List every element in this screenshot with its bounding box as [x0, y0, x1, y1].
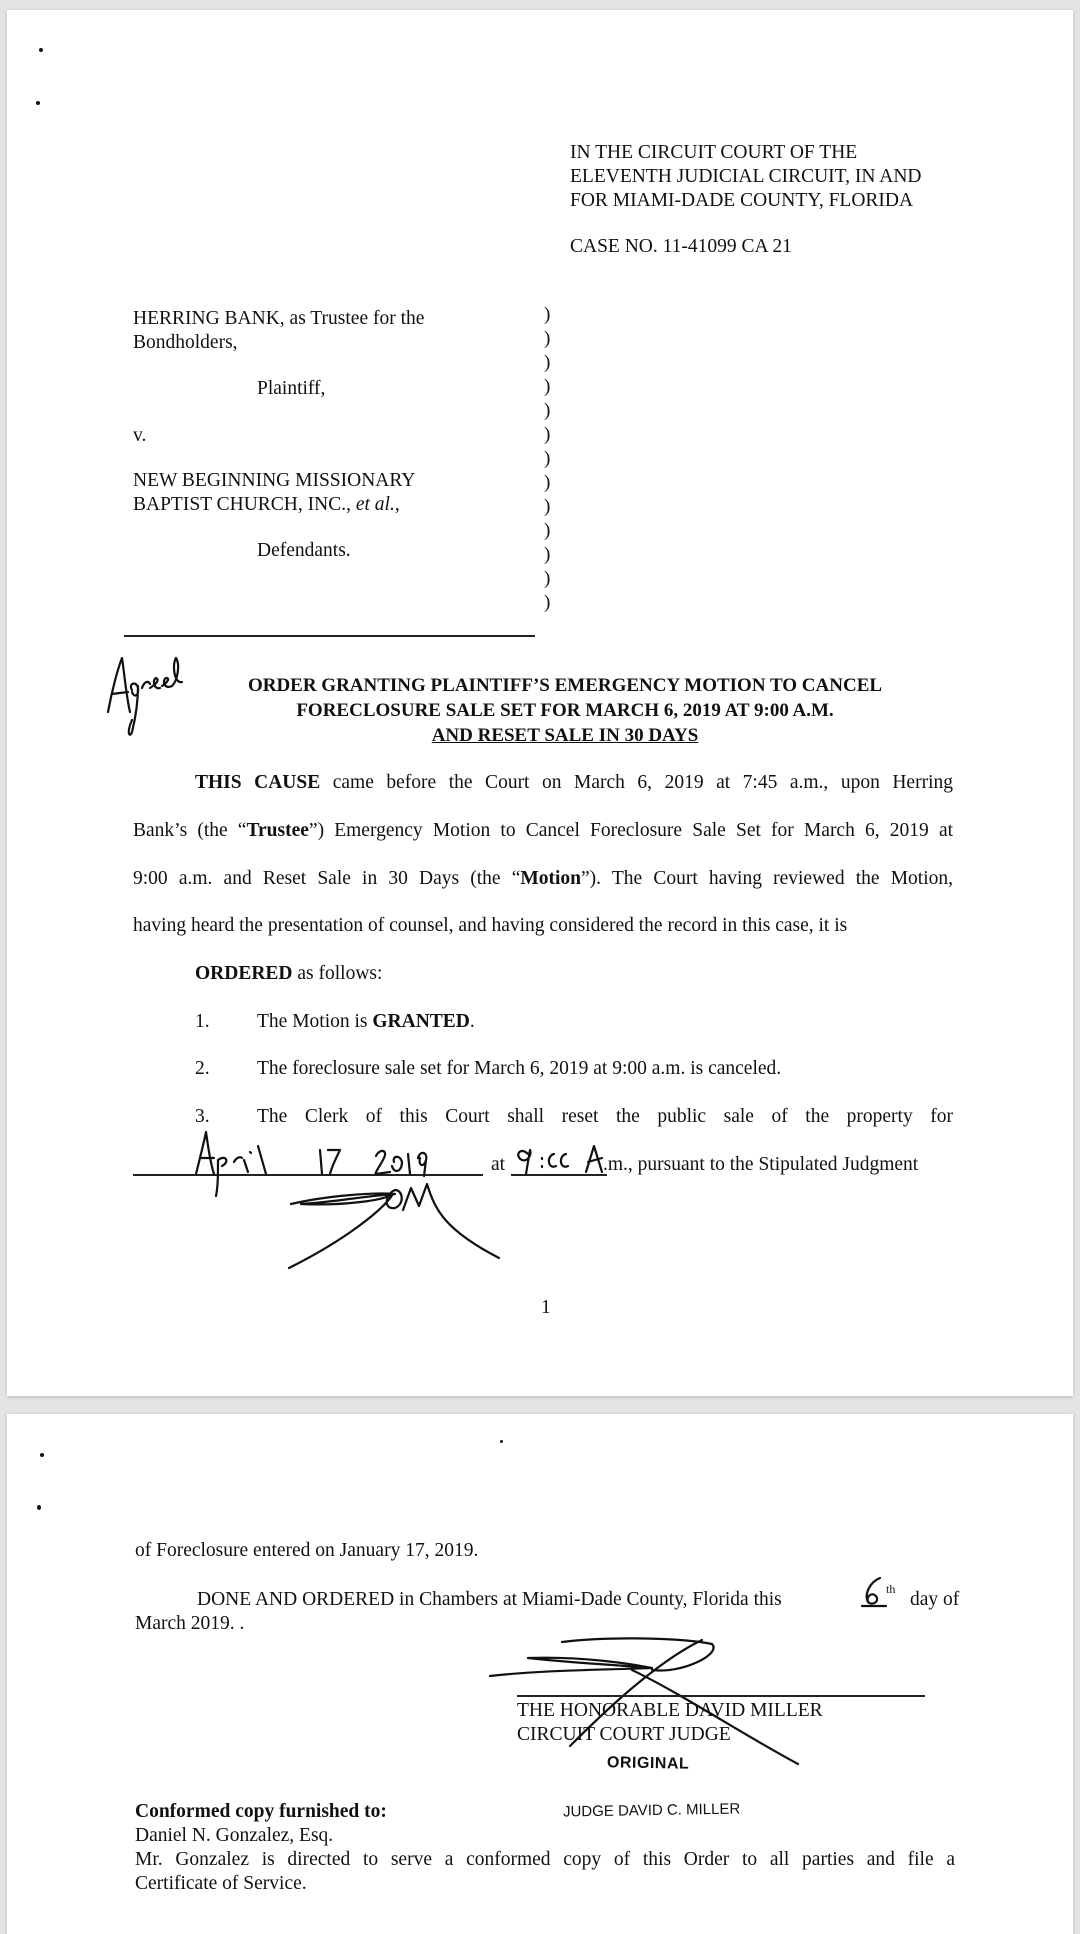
defendant-label: Defendants. [257, 540, 351, 561]
versus-label: v. [133, 425, 147, 446]
judge-stamp: JUDGE DAVID C. MILLER [562, 1800, 741, 1821]
conformed-copy-label: Conformed copy furnished to: [135, 1801, 387, 1822]
et-al-text: et al. [355, 494, 395, 515]
court-caption-line: FOR MIAMI-DADE COUNTY, FLORIDA [570, 190, 914, 211]
body-text: ”) Emergency Motion to Cancel Foreclosure Sale Set for March 6, 2019 at [308, 820, 954, 841]
instruction-text: Mr. Gonzalez is directed to serve a conformed copy of this Order to all parties and file a [135, 1849, 955, 1870]
judge-name: THE HONORABLE DAVID MILLER [517, 1700, 823, 1721]
body-text: ”). The Court having reviewed the Motion, [581, 868, 953, 889]
document-page-2 [7, 1414, 1073, 1934]
body-line-1 [195, 771, 953, 795]
page-number: 1 [541, 1297, 551, 1318]
plaintiff-name-cont: Bondholders, [133, 332, 238, 353]
original-stamp: ORIGINAL [606, 1754, 690, 1773]
day-of-text: day of [910, 1589, 960, 1610]
defendant-name: NEW BEGINNING MISSIONARY [133, 470, 416, 491]
body-line-2 [133, 819, 953, 843]
item-number: 2. [195, 1058, 210, 1079]
plaintiff-label: Plaintiff, [257, 378, 326, 399]
caption-paren: ) [544, 400, 551, 421]
item-text: . [469, 1011, 475, 1032]
order-title-line2: FORECLOSURE SALE SET FOR MARCH 6, 2019 AT 9:00 A.M. [296, 700, 834, 721]
body-line-4: having heard the presentation of counsel, and having considered the record in this case, it is [133, 915, 848, 936]
defendant-name-text: BAPTIST CHURCH, INC., [133, 494, 356, 515]
caption-paren: ) [544, 352, 551, 373]
done-and-ordered-text: DONE AND ORDERED in Chambers at Miami-Dade County, Florida this [197, 1589, 782, 1610]
at-label: at [491, 1154, 506, 1175]
plaintiff-name: HERRING BANK, as Trustee for the [133, 308, 425, 329]
ordered-line [195, 962, 382, 986]
comma-text: , [394, 494, 400, 515]
scan-speck [37, 1505, 41, 1510]
body-text: Bank’s (the “ [133, 820, 247, 841]
caption-paren: ) [544, 424, 551, 445]
recipient-name: Daniel N. Gonzalez, Esq. [135, 1825, 334, 1846]
item-3-text [257, 1105, 953, 1129]
handwritten-reset-time [510, 1140, 610, 1180]
instruction-line-2: Certificate of Service. [135, 1873, 307, 1894]
item-2-text: The foreclosure sale set for March 6, 2019 at 9:00 a.m. is canceled. [257, 1058, 782, 1079]
scan-speck [500, 1440, 503, 1443]
case-number: CASE NO. 11-41099 CA 21 [570, 236, 792, 257]
this-cause-bold: THIS CAUSE [195, 772, 321, 793]
caption-paren: ) [544, 592, 551, 613]
instruction-line-1 [135, 1848, 955, 1872]
after-time-text: .m., pursuant to the Stipulated Judgment [603, 1154, 919, 1175]
caption-paren: ) [544, 544, 551, 565]
item-text: The Motion is [257, 1011, 373, 1032]
ordered-bold: ORDERED [195, 963, 293, 984]
caption-paren: ) [544, 448, 551, 469]
scan-speck [36, 101, 40, 105]
item-number: 3. [195, 1106, 210, 1127]
defendant-name-cont [133, 493, 400, 517]
body-text: 9:00 a.m. and Reset Sale in 30 Days (the “ [133, 868, 521, 889]
judge-title: CIRCUIT COURT JUDGE [517, 1724, 731, 1745]
scan-speck [39, 48, 43, 52]
trustee-bold: Trustee [246, 820, 309, 841]
day-suffix: th [886, 1582, 896, 1596]
caption-paren: ) [544, 304, 551, 325]
motion-bold: Motion [520, 868, 582, 889]
body-text: came before the Court on March 6, 2019 at 7:45 a.m., upon Herring [320, 772, 953, 793]
court-caption-line: IN THE CIRCUIT COURT OF THE [570, 142, 858, 163]
ordered-text: as follows: [292, 963, 383, 984]
body-line-3 [133, 867, 953, 891]
granted-bold: GRANTED [372, 1011, 470, 1032]
court-caption-line: ELEVENTH JUDICIAL CIRCUIT, IN AND [570, 166, 922, 187]
handwritten-initials [285, 1180, 505, 1280]
continuation-text: of Foreclosure entered on January 17, 2019. [135, 1540, 479, 1561]
caption-paren: ) [544, 376, 551, 397]
order-title-line1: ORDER GRANTING PLAINTIFF’S EMERGENCY MOTION TO CANCEL [247, 675, 883, 696]
item-number: 1. [195, 1011, 210, 1032]
document-page-1 [7, 10, 1073, 1396]
order-title-line3: AND RESET SALE IN 30 DAYS [431, 725, 699, 746]
caption-paren: ) [544, 520, 551, 541]
caption-paren: ) [544, 496, 551, 517]
signature-line [517, 1695, 925, 1697]
scan-speck [40, 1453, 44, 1457]
caption-paren: ) [544, 328, 551, 349]
item-1-text [257, 1010, 475, 1034]
caption-paren: ) [544, 472, 551, 493]
item-text: The Clerk of this Court shall reset the public sale of the property for [257, 1106, 953, 1127]
caption-paren: ) [544, 568, 551, 589]
caption-divider [124, 635, 535, 637]
done-date-text: March 2019. . [135, 1613, 245, 1634]
